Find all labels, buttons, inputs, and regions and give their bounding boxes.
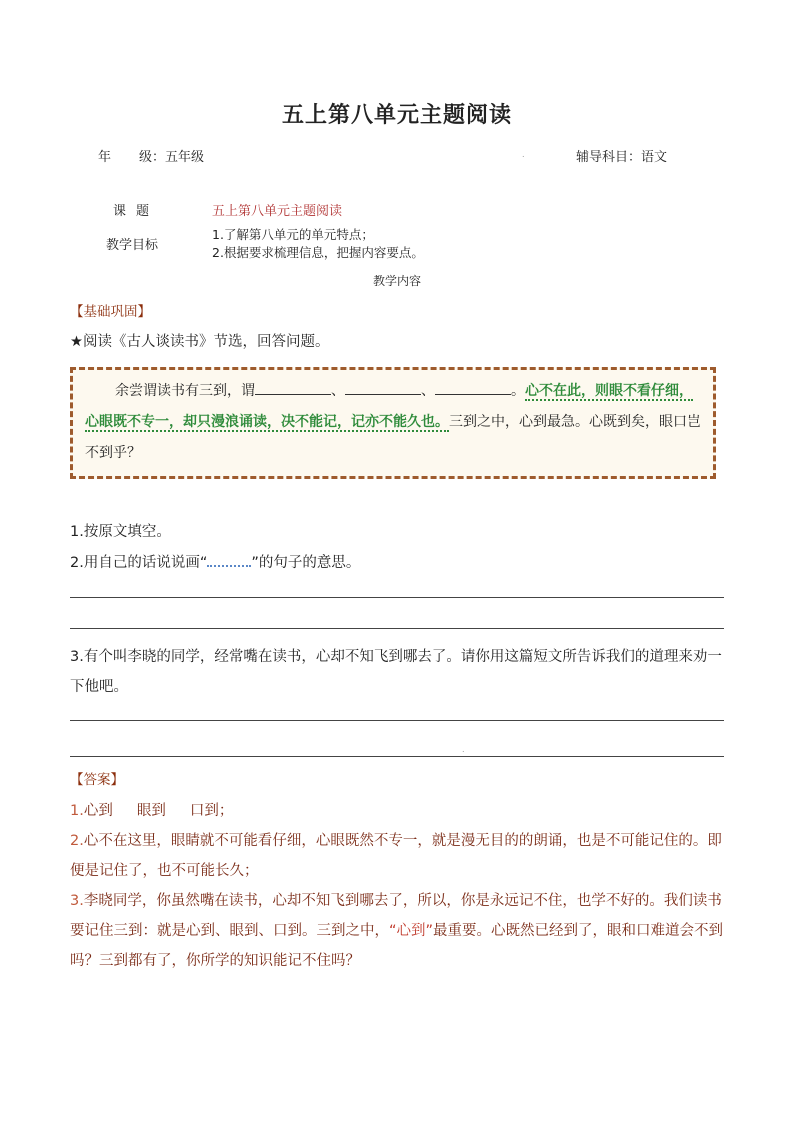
wavy-line-sample	[207, 553, 251, 567]
question-2	[70, 551, 360, 572]
goal-item: 1.了解第八单元的单元特点；	[212, 227, 374, 242]
answer-3-text-a: 李晓同学，你虽然嘴在读书，心却不知飞到哪去了，所以，你是永远记不住，也学不好的。我们读书要记住三到：就是心到、眼到、口到。三到之中，	[70, 893, 722, 939]
grade-field	[98, 146, 204, 165]
content-heading: 教学内容	[372, 274, 421, 288]
page-title: 五上第八单元主题阅读	[281, 103, 512, 128]
topic-label: 课题	[113, 204, 160, 219]
answer-1-part: 心到	[83, 803, 113, 819]
answer-line[interactable]	[70, 628, 724, 629]
section-tag: 【基础巩固】	[70, 304, 151, 320]
answer-2-text: 心不在这里，眼睛就不可能看仔细，心眼既然不专一，就是漫无目的的朗诵，也是不可能记住的。即便是记住了，也不可能长久；	[70, 833, 722, 879]
answer-1-part: 口到；	[189, 803, 234, 819]
topic-value: 五上第八单元主题阅读	[212, 204, 343, 219]
answer-number: 2.	[70, 833, 84, 849]
subject-field	[576, 146, 667, 165]
question-2-a: 2.用自己的话说说画“	[70, 555, 208, 571]
passage-part1: 余尝谓读书有三到，谓	[115, 383, 255, 399]
answer-1	[70, 796, 726, 826]
answer-line[interactable]	[70, 597, 724, 598]
subject-value: 语文	[641, 150, 668, 165]
passage-sep: 、	[421, 383, 435, 399]
answer-3	[70, 886, 726, 976]
grade-label: 年	[98, 150, 112, 165]
answer-number: 3.	[70, 893, 84, 909]
question-1: 1.按原文填空。	[70, 524, 171, 540]
passage-part3: 三到之中，心到最急。心既到矣，眼口岂不到乎？	[85, 414, 701, 461]
reading-instruction: ★阅读《古人谈读书》节选，回答问题。	[70, 334, 330, 350]
goal-item: 2.根据要求梳理信息，把握内容要点。	[212, 245, 424, 260]
answer-1-part: 眼到	[136, 803, 166, 819]
question-3: 3.有个叫李晓的同学，经常嘴在读书，心却不知飞到哪去了。请你用这篇短文所告诉我们的道理来劝一下他吧。	[70, 649, 722, 695]
answers	[70, 796, 726, 976]
grade-value: 五年级	[165, 150, 205, 165]
goal-label: 教学目标	[106, 238, 159, 253]
separator-dot: .	[522, 150, 525, 159]
question-2-b: ”的句子的意思。	[251, 555, 361, 571]
passage-text	[85, 376, 701, 469]
underlined-sentence: 心不在此，则眼不看仔细，心眼既不专一，却只漫浪诵读，决不能记，记亦不能久也。	[85, 383, 693, 430]
subject-label: 辅导科目：	[576, 150, 642, 165]
answer-number: 1.	[70, 803, 84, 819]
separator-dot: .	[462, 745, 465, 754]
answer-line[interactable]	[70, 720, 724, 721]
answer-tag: 【答案】	[70, 772, 124, 788]
blank-2[interactable]	[345, 380, 421, 395]
passage-sep: 、	[331, 383, 345, 399]
passage-box	[70, 367, 716, 479]
blank-1[interactable]	[255, 380, 331, 395]
grade-label-2: 级：	[139, 150, 166, 165]
answer-3-highlight: “心到”	[389, 923, 434, 939]
answer-line[interactable]	[70, 756, 724, 757]
teaching-goals	[212, 226, 424, 262]
blank-3[interactable]	[435, 380, 511, 395]
answer-3-text-b: 最重要。心既然已经到了，眼和口难道会不到吗？三到都有了，你所学的知识能记不住吗？	[70, 923, 724, 969]
answer-2	[70, 826, 726, 886]
passage-period: 。	[511, 383, 525, 399]
